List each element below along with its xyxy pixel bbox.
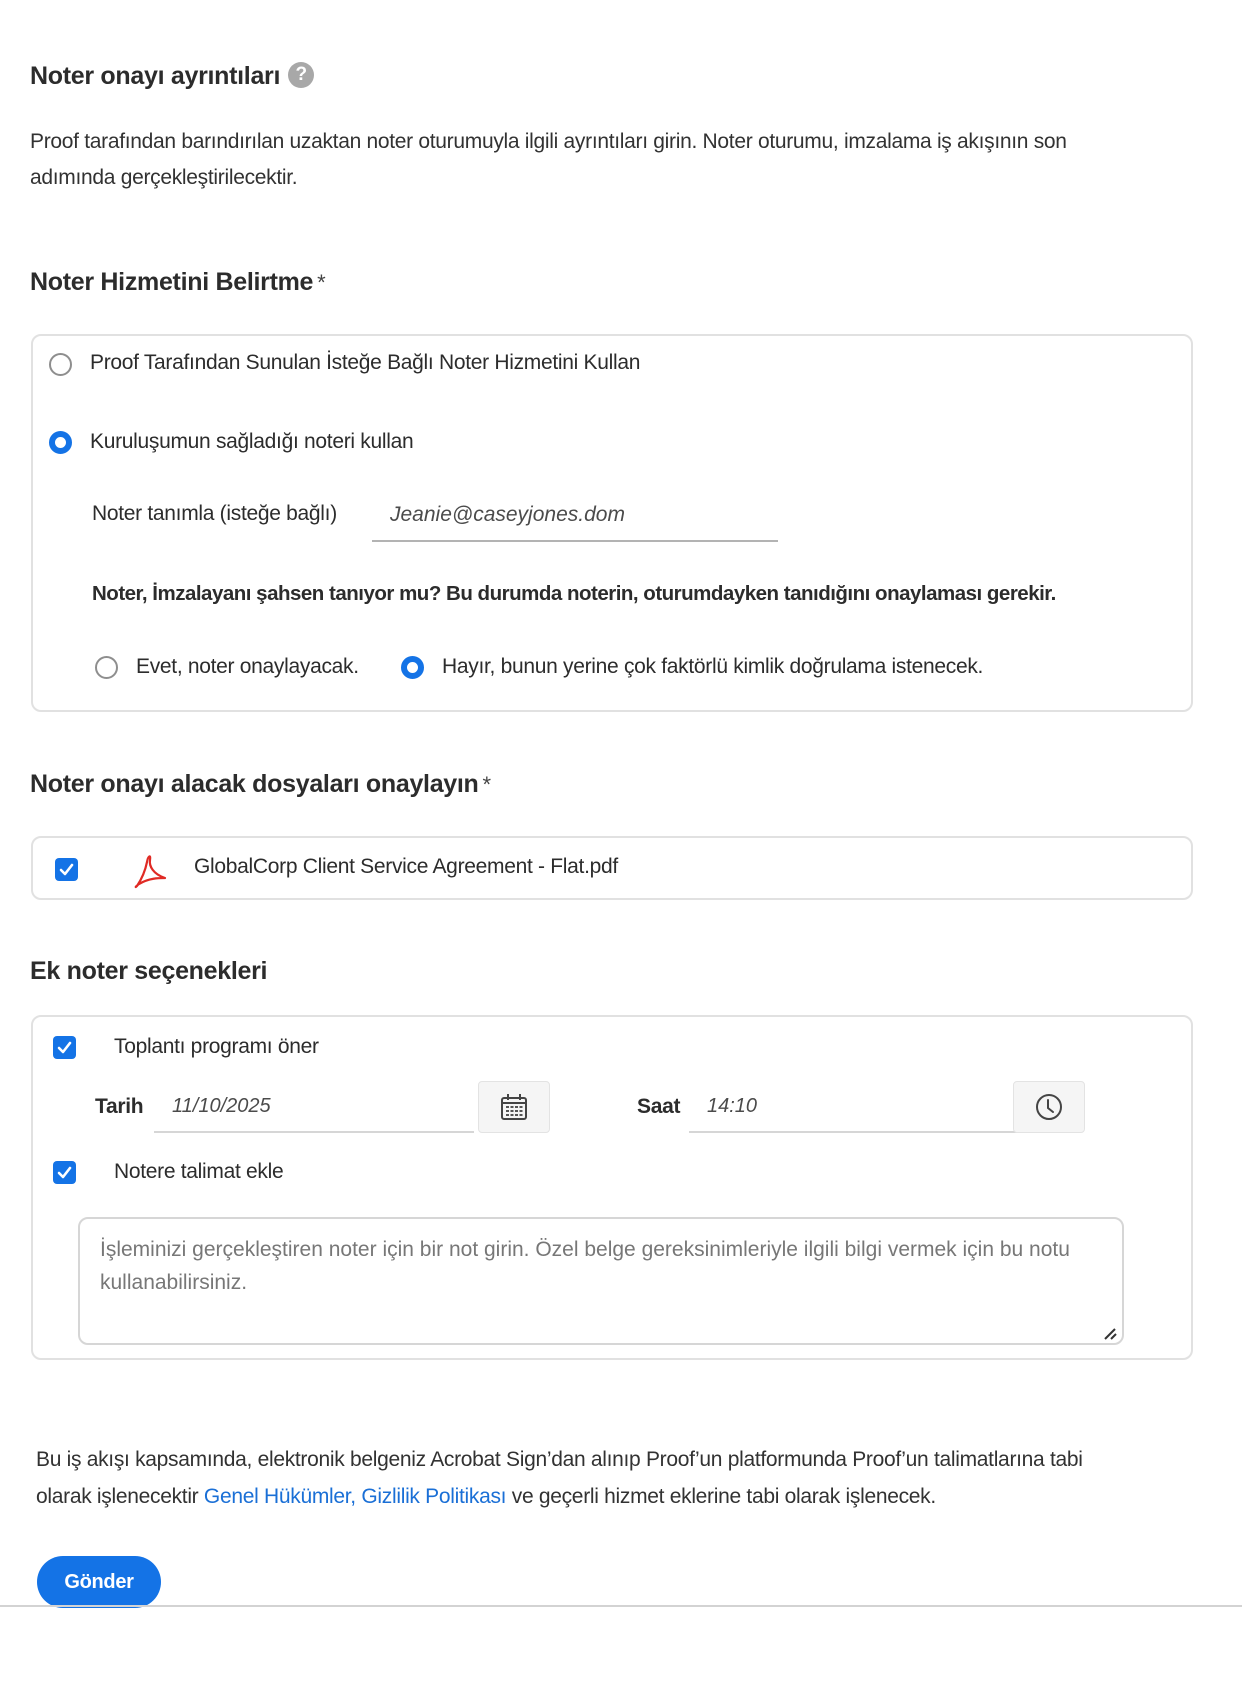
file-name: GlobalCorp Client Service Agreement - Flat.pdf: [194, 855, 618, 878]
notary-service-heading: [30, 268, 325, 297]
page-description: [30, 124, 1210, 196]
additional-options-heading: [30, 957, 267, 986]
radio-proof-notary-label[interactable]: Proof Tarafından Sunulan İsteğe Bağlı Noter Hizmetini Kullan: [90, 351, 641, 374]
identify-notary-label: Noter tanımla (isteğe bağlı): [92, 502, 337, 525]
checkmark-icon: [58, 861, 75, 878]
additional-options-title: Ek noter seçenekleri: [30, 957, 268, 985]
legal-notice: [36, 1441, 1226, 1515]
legal-line-1: Bu iş akışı kapsamında, elektronik belgeniz Acrobat Sign’dan alınıp Proof’un platformunda Proof’un talimatlarına tabi: [36, 1448, 1083, 1471]
general-terms-link[interactable]: Genel Hükümler,: [203, 1485, 356, 1508]
page-title-text: Noter onayı ayrıntıları: [30, 62, 281, 90]
radio-yes-label[interactable]: Evet, noter onaylayacak.: [136, 655, 359, 678]
file-list-item: [31, 836, 1193, 900]
add-instructions-checkbox[interactable]: [53, 1161, 76, 1184]
radio-proof-notary[interactable]: [49, 353, 72, 376]
clock-icon: [1034, 1092, 1064, 1122]
calendar-icon: [499, 1092, 529, 1122]
notary-note-textarea[interactable]: [78, 1217, 1124, 1345]
checkmark-icon: [56, 1039, 73, 1056]
files-heading: [30, 770, 491, 799]
privacy-policy-link[interactable]: Gizlilik Politikası: [361, 1485, 507, 1508]
checkmark-icon: [56, 1164, 73, 1181]
required-marker: *: [317, 270, 326, 295]
legal-text-before: olarak işlenecektir: [36, 1485, 204, 1508]
additional-options-box: [31, 1015, 1193, 1360]
radio-no-mfa[interactable]: [401, 656, 424, 679]
identify-notary-input[interactable]: [372, 490, 778, 542]
time-input[interactable]: [689, 1081, 1029, 1133]
date-input[interactable]: [154, 1081, 474, 1133]
pdf-icon: [129, 850, 169, 895]
radio-organization-notary[interactable]: [49, 431, 72, 454]
required-marker: *: [482, 772, 491, 797]
file-checkbox[interactable]: [55, 858, 78, 881]
page-title: [30, 62, 314, 91]
radio-yes-notary-confirms[interactable]: [95, 656, 118, 679]
suggest-meeting-checkbox[interactable]: [53, 1036, 76, 1059]
files-title: Noter onayı alacak dosyaları onaylayın: [30, 770, 479, 798]
legal-line-2: [36, 1478, 1226, 1515]
date-label: Tarih: [95, 1095, 144, 1118]
legal-text-after: ve geçerli hizmet eklerine tabi olarak işlenecek.: [506, 1485, 936, 1508]
personal-knowledge-question: Noter, İmzalayanı şahsen tanıyor mu? Bu durumda noterin, oturumdayken tanıdığını onaylaması gerekir.: [92, 582, 1056, 605]
time-label: Saat: [637, 1095, 681, 1118]
radio-organization-notary-label[interactable]: Kuruluşumun sağladığı noteri kullan: [90, 430, 414, 453]
calendar-button[interactable]: [478, 1081, 550, 1133]
description-line-1: Proof tarafından barındırılan uzaktan noter oturumuyla ilgili ayrıntıları girin. Noter oturumu, imzalama iş akışının son: [30, 130, 1067, 153]
notary-service-box: [31, 334, 1193, 712]
notary-note-placeholder: İşleminizi gerçekleştiren noter için bir not girin. Özel belge gereksinimleriyle ilgili bilgi vermek için bu notu kullanabilirsiniz.: [100, 1238, 1070, 1294]
resize-grip-icon[interactable]: [1102, 1325, 1118, 1341]
notary-service-title: Noter Hizmetini Belirtme: [30, 268, 314, 296]
submit-button[interactable]: Gönder: [37, 1556, 161, 1608]
radio-no-label[interactable]: Hayır, bunun yerine çok faktörlü kimlik doğrulama istenecek.: [442, 655, 984, 678]
description-line-2: adımında gerçekleştirilecektir.: [30, 166, 298, 189]
add-instructions-label[interactable]: Notere talimat ekle: [114, 1160, 284, 1183]
question-circle-icon[interactable]: ?: [288, 62, 314, 88]
suggest-meeting-label[interactable]: Toplantı programı öner: [114, 1035, 319, 1058]
bottom-divider: [0, 1605, 1242, 1607]
clock-button[interactable]: [1013, 1081, 1085, 1133]
